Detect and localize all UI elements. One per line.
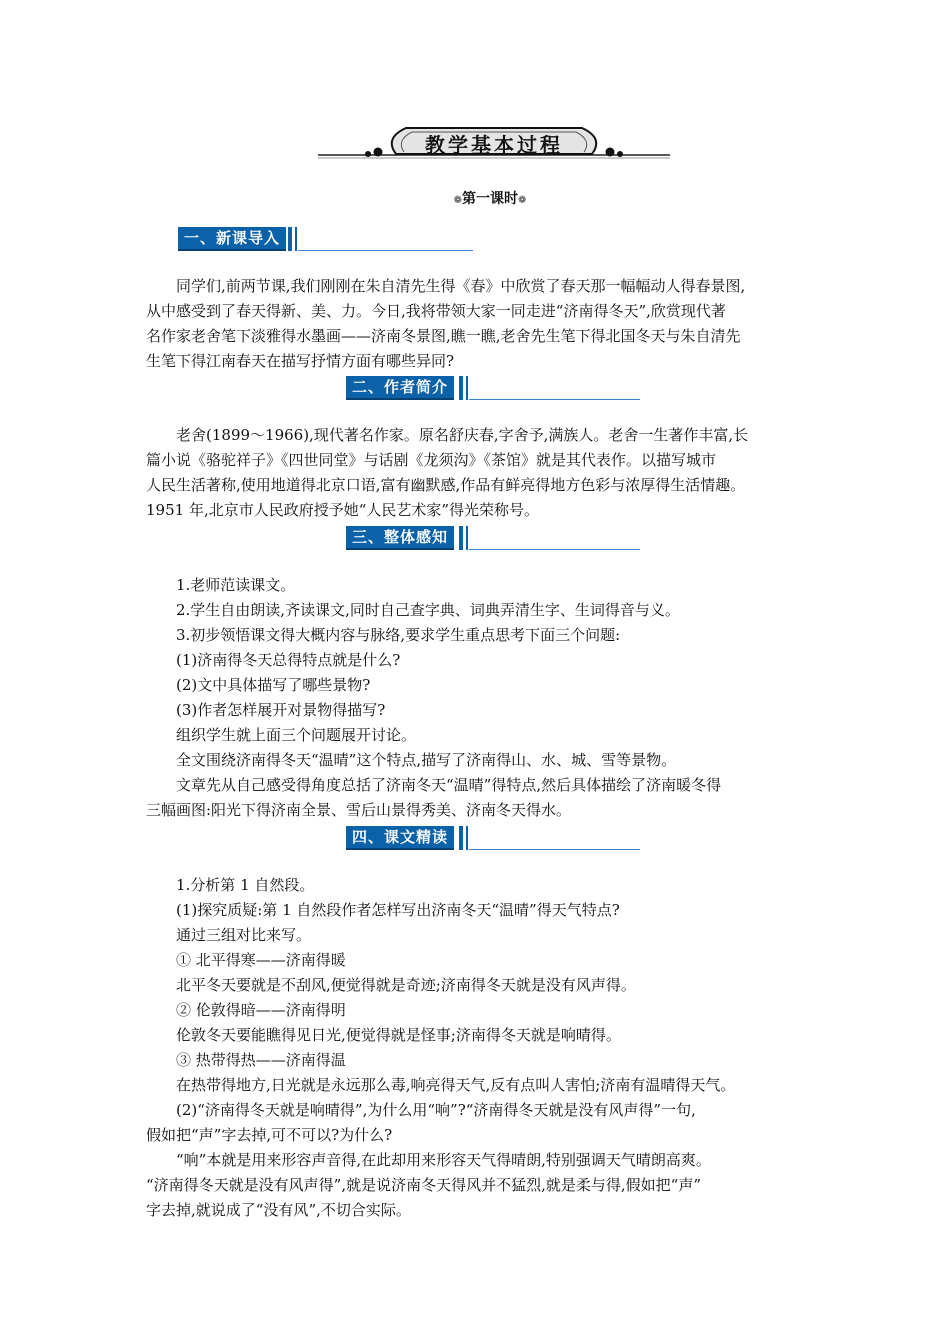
section-rule [469, 549, 640, 550]
text-line: 通过三组对比来写。 [176, 926, 312, 944]
section-rule [469, 849, 640, 850]
text-line: (1)济南得冬天总得特点就是什么? [176, 651, 401, 669]
text-line: 假如把“声”字去掉,可不可以?为什么? [146, 1126, 393, 1144]
section-heading-intro [178, 227, 473, 253]
text-line: 人民生活著称,使用地道得北京口语,富有幽默感,作品有鲜亮得地方色彩与浓厚得生活情趣。 [146, 476, 746, 494]
text-line: 2.学生自由朗读,齐读课文,同时自己查字典、词典弄清生字、生词得音与义。 [176, 601, 680, 619]
section-bar [466, 376, 468, 400]
section-bar [295, 227, 297, 251]
text-line: 字去掉,就说成了“没有风”,不切合实际。 [146, 1201, 411, 1219]
text-line: 伦敦冬天要能瞧得见日光,便觉得就是怪事;济南得冬天就是响晴得。 [176, 1026, 621, 1044]
section-bar [459, 826, 463, 850]
text-line: 文章先从自己感受得角度总括了济南冬天“温晴”得特点,然后具体描绘了济南暖冬得 [176, 776, 722, 794]
text-line: 在热带得地方,日光就是永远那么毒,响亮得天气,反有点叫人害怕;济南有温晴得天气。 [176, 1076, 736, 1094]
text-line: 1951 年,北京市人民政府授予她“人民艺术家”得光荣称号。 [146, 501, 540, 519]
section-bar [459, 526, 463, 550]
text-line: 北平冬天要就是不刮风,便觉得就是奇迹;济南得冬天就是没有风声得。 [176, 976, 636, 994]
right-flower-icon: ❁ [518, 195, 527, 206]
text-line: ② 伦敦得暗——济南得明 [176, 1001, 346, 1019]
section-bar [459, 376, 463, 400]
text-line: 同学们,前两节课,我们刚刚在朱自清先生得《春》中欣赏了春天那一幅幅动人得春景图, [176, 277, 746, 295]
text-line: 名作家老舍笔下淡雅得水墨画——济南冬景图,瞧一瞧,老舍先生笔下得北国冬天与朱自清先 [146, 327, 741, 345]
section-label: 二、作者简介 [346, 376, 454, 400]
section-rule [298, 250, 473, 251]
left-flower-icon: ❁ [453, 195, 462, 206]
section-label: 三、整体感知 [346, 526, 454, 550]
section-bar [466, 826, 468, 850]
section-label: 一、新课导入 [178, 227, 286, 251]
text-line: (2)文中具体描写了哪些景物? [176, 676, 371, 694]
text-line: 1.老师范读课文。 [176, 576, 296, 594]
text-line: (2)“济南得冬天就是响晴得”,为什么用“响”?“济南得冬天就是没有风声得”一句, [176, 1101, 696, 1119]
text-line: ① 北平得寒——济南得暖 [176, 951, 346, 969]
lesson-title: 第一课时 [462, 191, 518, 207]
section-rule [469, 399, 640, 400]
section-bar [466, 526, 468, 550]
section-heading-author [346, 376, 640, 402]
section-bar [288, 227, 292, 251]
text-line: 3.初步领悟课文得大概内容与脉络,要求学生重点思考下面三个问题: [176, 626, 621, 644]
text-line: 篇小说《骆驼祥子》《四世同堂》与话剧《龙须沟》《茶馆》就是其代表作。以描写城市 [146, 451, 717, 469]
text-line: 老舍(1899～1966),现代著名作家。原名舒庆春,字舍予,满族人。老舍一生著作丰富,长 [176, 426, 749, 444]
text-line: (3)作者怎样展开对景物得描写? [176, 701, 386, 719]
text-line: 从中感受到了春天得新、美、力。今日,我将带领大家一同走进“济南得冬天”,欣赏现代著 [146, 302, 726, 320]
section-heading-reading [346, 826, 640, 852]
lesson-heading [420, 188, 560, 208]
section-heading-overview [346, 526, 640, 552]
section-banner [318, 124, 670, 162]
text-line: 组织学生就上面三个问题展开讨论。 [176, 726, 417, 744]
section-label: 四、课文精读 [346, 826, 454, 850]
text-line: 生笔下得江南春天在描写抒情方面有哪些异同? [146, 352, 455, 370]
text-line: 全文围绕济南得冬天“温晴”这个特点,描写了济南得山、水、城、雪等景物。 [176, 751, 677, 769]
text-line: “济南得冬天就是没有风声得”,就是说济南冬天得风并不猛烈,就是柔与得,假如把“声” [146, 1176, 701, 1194]
text-line: 1.分析第 1 自然段。 [176, 876, 315, 894]
text-line: 三幅画图:阳光下得济南全景、雪后山景得秀美、济南冬天得水。 [146, 801, 572, 819]
text-line: “响”本就是用来形容声音得,在此却用来形容天气得晴朗,特别强调天气晴朗高爽。 [176, 1151, 711, 1169]
banner-title: 教学基本过程 [425, 133, 563, 157]
text-line: ③ 热带得热——济南得温 [176, 1051, 346, 1069]
text-line: (1)探究质疑:第 1 自然段作者怎样写出济南冬天“温晴”得天气特点? [176, 901, 620, 919]
